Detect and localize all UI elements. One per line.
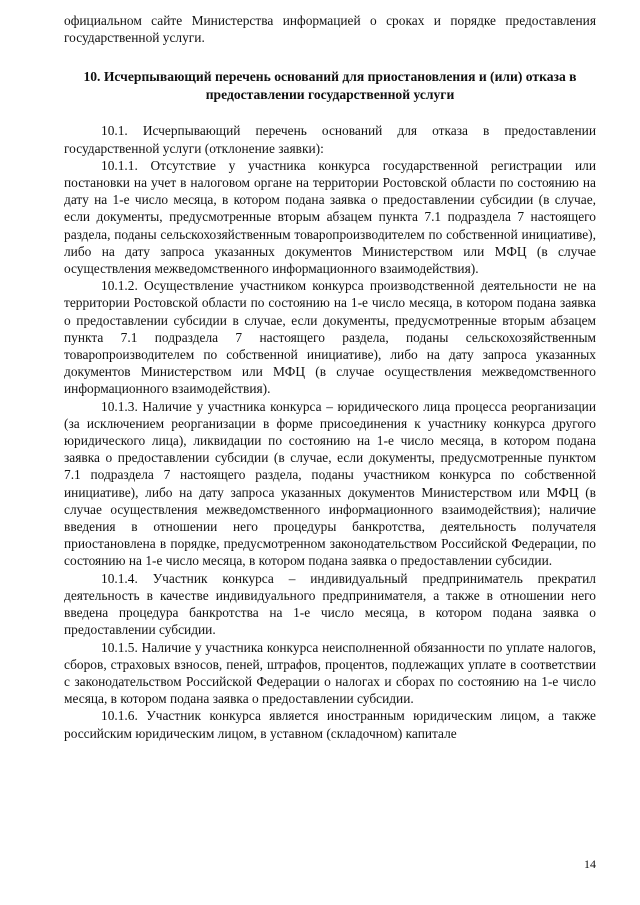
- paragraph-10-1-2: 10.1.2. Осуществление участником конкурса производственной деятельности не на территории Ростовской области по состоянию на 1-е число месяца, в котором подана заявка о предоставлении субсидии в случае, если документы, предусмотренные вторым абзацем пункта 7.1 подраздела 7 настоящего раздела, поданы сельскохозяйственным товаропроизводителем по собственной инициативе), либо на дату запроса указанных документов Министерством или МФЦ (в случае осуществления межведомственного информационного взаимодействия).: [64, 278, 596, 397]
- paragraph-10-1: 10.1. Исчерпывающий перечень оснований для отказа в предоставлении государственной услуги (отклонение заявки):: [64, 123, 596, 156]
- paragraph-10-1-4: 10.1.4. Участник конкурса – индивидуальный предприниматель прекратил деятельность в качестве индивидуального предпринимателя, а также в отношении него введена процедура банкротства на 1-е число месяца, в котором подана заявка о предоставлении субсидии.: [64, 570, 596, 638]
- document-page: [64, 12, 596, 742]
- section-heading: 10. Исчерпывающий перечень оснований для приостановления и (или) отказа в предоставлении государственной услуги: [83, 69, 577, 103]
- paragraph-10-1-1: 10.1.1. Отсутствие у участника конкурса государственной регистрации или постановки на учет в налоговом органе на территории Ростовской области по состоянию на дату на 1-е число месяца, в котором подана заявка о предоставлении субсидии (в случае, если документы, предусмотренные вторым абзацем пункта 7.1 подраздела 7 настоящего раздела, поданы сельскохозяйственным товаропроизводителем по собственной инициативе), либо на дату запроса указанных документов Министерством или МФЦ (в случае осуществления межведомственного информационного взаимодействия).: [64, 157, 596, 277]
- paragraph-10-1-6: 10.1.6. Участник конкурса является иностранным юридическим лицом, а также российским юридическим лицом, в уставном (складочном) капитале: [64, 708, 596, 741]
- paragraph-10-1-3: 10.1.3. Наличие у участника конкурса – юридического лица процесса реорганизации (за исключением реорганизации в форме присоединения к участнику конкурса другого юридического лица), ликвидации по состоянию на 1-е число месяца, в котором подана заявка о предоставлении субсидии (в случае, если документы, предусмотренные пунктом 7.1 подраздела 7 настоящего раздела, поданы участником конкурса по собственной инициативе), либо на дату запроса указанных документов Министерством или МФЦ (в случае осуществления межведомственного информационного взаимодействия); наличие введения в отношении него процедуры банкротства, деятельность получателя приостановлена в порядке, предусмотренном законодательством Российской Федерации, по состоянию на 1-е число месяца, в котором подана заявка о предоставлении субсидии.: [64, 398, 596, 569]
- intro-paragraph: официальном сайте Министерства информацией о сроках и порядке предоставления государственной услуги.: [64, 13, 596, 46]
- paragraph-10-1-5: 10.1.5. Наличие у участника конкурса неисполненной обязанности по уплате налогов, сборов, страховых взносов, пеней, штрафов, процентов, подлежащих уплате в соответствии с законодательством Российской Федерации о налогах и сборах по состоянию на 1-е число месяца, в котором подана заявка о предоставлении субсидии.: [64, 639, 596, 707]
- page-number: 14: [584, 857, 596, 871]
